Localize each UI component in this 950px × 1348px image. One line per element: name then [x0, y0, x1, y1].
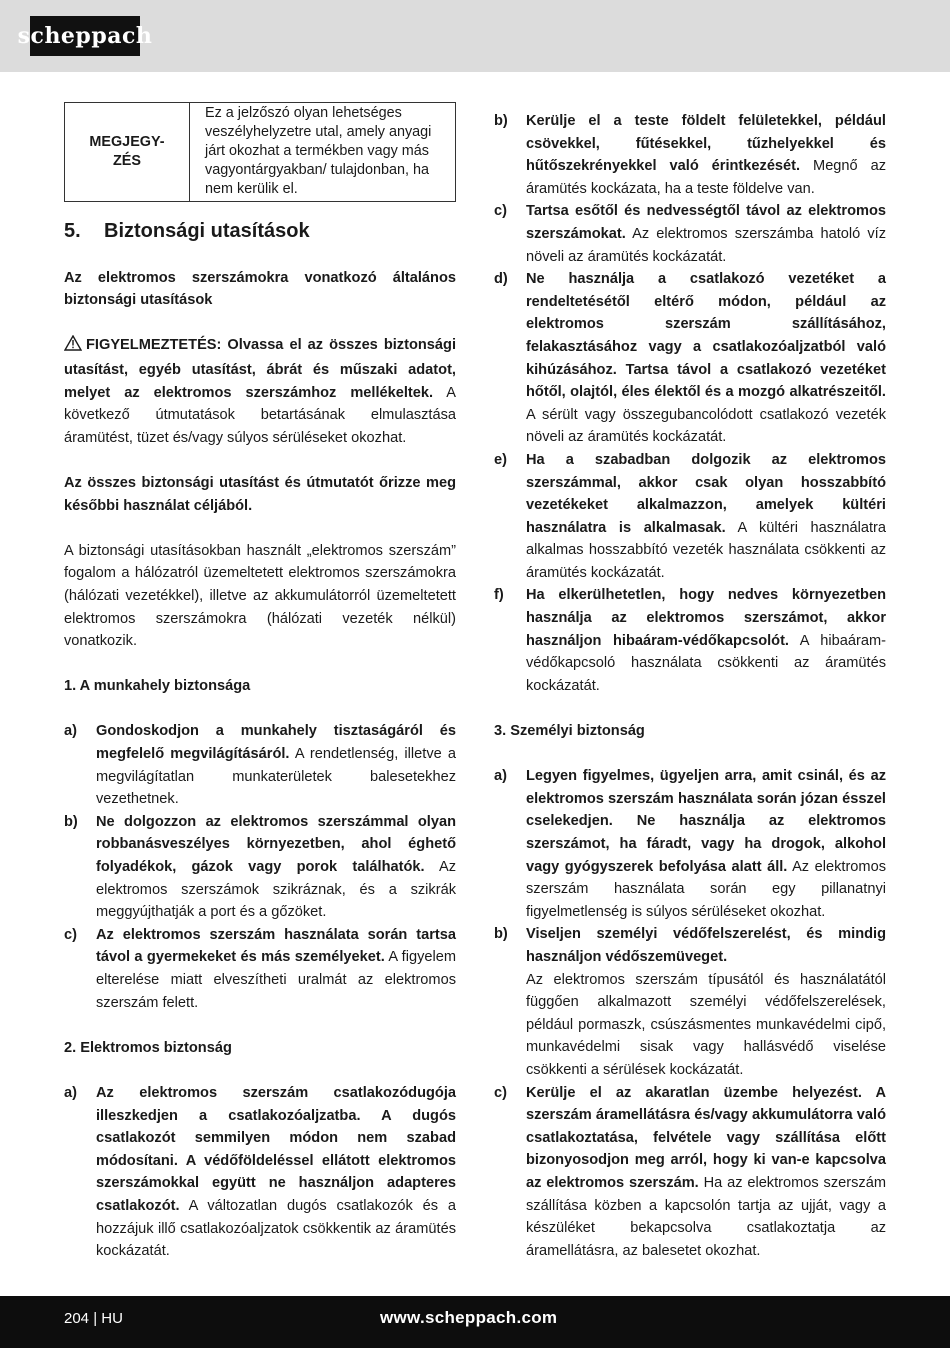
brand-logo: scheppach	[30, 16, 140, 56]
list-item	[494, 200, 886, 268]
list-item	[64, 811, 456, 924]
list-item	[64, 720, 456, 810]
item-text: Megnő az áramütés kockázata, ha a teste földelve van.	[526, 158, 887, 197]
item-letter: c)	[494, 203, 507, 220]
item-text: A figyelem elterelése miatt elveszítheti uralmát az elektromos szerszám felett.	[96, 949, 457, 1011]
item-text: A kültéri használatra alkalmas hosszabbító vezeték használata csökkenti az áramütés kockázatát.	[526, 519, 886, 581]
section-heading	[64, 218, 456, 244]
item-text: Ha az elektromos szerszám szállítása közben a kapcsolón tartja az ujját, vagy a készüléket bekapcsolva csatlakoztatja az áramellátásra, az balesetet okozhat.	[526, 1174, 886, 1259]
right-column	[494, 110, 886, 1262]
item-letter: e)	[494, 451, 507, 468]
item-bold-text: Gondoskodjon a munkahely tisztaságáról és megfelelő megvilágításáról.	[96, 723, 456, 763]
list-item	[64, 1082, 456, 1263]
footer-bar	[0, 1296, 950, 1348]
list-item	[494, 449, 886, 585]
personal-heading: 3. Személyi biztonság	[494, 723, 645, 740]
warning-triangle-icon	[64, 335, 82, 359]
item-bold-text: Ha elkerülhetetlen, hogy nedves környezetben használja az elektromos szerszámot, akkor használjon hibaáram-védőkapcsolót.	[526, 587, 886, 649]
item-letter: a)	[64, 1084, 77, 1101]
list-item	[64, 924, 456, 1014]
item-text: Az elektromos szerszámba hatoló víz növeli az áramütés kockázatát.	[526, 225, 887, 265]
item-letter: b)	[494, 926, 508, 943]
warning-paragraph	[64, 334, 456, 449]
top-bar	[0, 0, 950, 72]
keep-notice: Az összes biztonsági utasítást és útmutatót őrizze meg későbbi használat céljából.	[64, 474, 456, 514]
left-column	[64, 102, 456, 1263]
item-text: Az elektromos szerszám használata során egy pillanatnyi figyelmetlenség is súlyos sérüléseket okozhat.	[526, 858, 886, 920]
item-bold-text: Az elektromos szerszám használata során tartsa távol a gyermekeket és más személyeket.	[96, 926, 456, 966]
item-bold-text: Ne dolgozzon az elektromos szerszámmal olyan robbanásveszélyes környezetben, ahol éghető folyadékok, gázok vagy porok találhatók.	[96, 813, 456, 876]
item-letter: c)	[494, 1084, 507, 1101]
item-bold-text: Ha a szabadban dolgozik az elektromos szerszámmal, akkor csak olyan hosszabbító vezetékeket alkalmazzon, amelyek kültéri használatra is alkalmasak.	[526, 451, 886, 536]
warning-normal-text: A következő útmutatások betartásának elmulasztása áramütést, tüzet és/vagy súlyos sérüléseket okozhat.	[64, 384, 456, 446]
list-item	[494, 765, 886, 923]
section-number: 5.	[64, 220, 81, 242]
list-item	[494, 268, 886, 449]
item-bold-text: Az elektromos szerszám csatlakozódugója illeszkedjen a csatlakozóaljzatba. A dugós csatlakozót semmilyen módon nem szabad módosítani. A védőföldeléssel ellátott elektromos szerszámokkal együtt ne használjon adapteres csatlakozót.	[96, 1084, 456, 1214]
note-label: MEGJEGY- ZÉS	[65, 103, 190, 202]
item-text: A rendetlenség, illetve a megvilágítatlan munkaterületek balesetekhez vezethetnek.	[96, 746, 456, 808]
item-bold-text: Viseljen személyi védőfelszerelést, és mindig használjon védőszemüveget.	[526, 926, 886, 965]
item-text: Az elektromos szerszám típusától és használatától függően alkalmazott személyi védőfelszerelések, például pormaszk, csúszásmentes munkavédelmi cipő, munkavédelmi sisak vagy hallásvédő viselése csökkenti a sérülések kockázatát.	[526, 971, 886, 1078]
item-letter: f)	[494, 587, 504, 604]
item-letter: b)	[64, 813, 78, 830]
list-item	[494, 584, 886, 697]
website-link[interactable]: www.scheppach.com	[380, 1308, 558, 1327]
item-letter: c)	[64, 926, 77, 943]
item-bold-text: Legyen figyelmes, ügyeljen arra, amit csinál, és az elektromos szerszám használata során józan ésszel cselekedjen. Ne használja az elektromos szerszámot, ha fáradt, vagy ha drogok, alkohol vagy gyógyszerek befolyása alatt áll.	[526, 768, 886, 875]
item-text: A hibaáram-védőkapcsoló használata csökkenti az áramütés kockázatát.	[526, 632, 886, 694]
note-table	[64, 102, 456, 202]
warning-bold-text: FIGYELMEZTETÉS: Olvassa el az összes biztonsági utasítást, egyéb utasítást, ábrát és műszaki adatot, melyet az elektromos szerszámhoz mellékeltek.	[64, 337, 456, 401]
item-bold-text: Ne használja a csatlakozó vezetéket a rendeltetésétől eltérő módon, például az elektromos szerszám szállításához, felakasztásához vagy a csatlakozóaljzatból való kihúzásához. Tartsa távol a csatlakozó vezetéket hőtől, olajtól, éles élektől és a mozgó alkatrészeitől.	[526, 271, 886, 401]
item-text: A változatlan dugós csatlakozók és a hozzájuk illő csatlakozóaljzatok csökkentik az áramütés kockázatát.	[96, 1197, 456, 1260]
item-text: Az elektromos szerszámok szikráznak, és a szikrák meggyújthatják a port és a gőzöket.	[96, 859, 456, 921]
list-item	[494, 1082, 886, 1263]
electrical-heading: 2. Elektromos biztonság	[64, 1039, 232, 1056]
page-number: 204 | HU	[64, 1310, 123, 1327]
note-text: Ez a jelzőszó olyan lehetséges veszélyhelyzetre utal, amely anyagi járt okozhat a termékben vagy más vagyontárgyakban/ tulajdonban, ha nem kerülik el.	[190, 103, 456, 202]
item-letter: b)	[494, 113, 508, 129]
section-title: Biztonsági utasítások	[104, 220, 310, 242]
workplace-heading: 1. A munkahely biztonsága	[64, 678, 251, 695]
item-letter: a)	[494, 768, 507, 785]
item-bold-text: Tartsa esőtől és nedvességtől távol az elektromos szerszámokat.	[526, 203, 886, 242]
subtitle: Az elektromos szerszámokra vonatkozó általános biztonsági utasítások	[64, 269, 456, 309]
definition-paragraph: A biztonsági utasításokban használt „elektromos szerszám” fogalom a hálózatról üzemeltetett elektromos szerszámokra (hálózati vezetékkel), illetve az akkumulátorról üzemeltetett elektromos szerszámokra (hálózati vezeték nélkül) vonatkozik.	[64, 542, 456, 650]
item-letter: d)	[494, 271, 508, 288]
list-item	[494, 923, 886, 1081]
item-letter: a)	[64, 723, 77, 740]
item-bold-text: Kerülje el a teste földelt felületekkel, például csövekkel, fűtésekkel, tűzhelyekkel és hűtőszekrényekkel való érintkezését.	[526, 113, 886, 175]
item-text: A sérült vagy összegubancolódott csatlakozó vezeték növeli az áramütés kockázatát.	[526, 406, 886, 446]
item-bold-text: Kerülje el az akaratlan üzembe helyezést. A szerszám áramellátásra és/vagy akkumulátorra való csatlakoztatása, felvétele vagy szállítása előtt bizonyosodjon meg arról, hogy ki van-e kapcsolva az elektromos szerszám.	[526, 1084, 886, 1191]
list-item	[494, 110, 886, 200]
